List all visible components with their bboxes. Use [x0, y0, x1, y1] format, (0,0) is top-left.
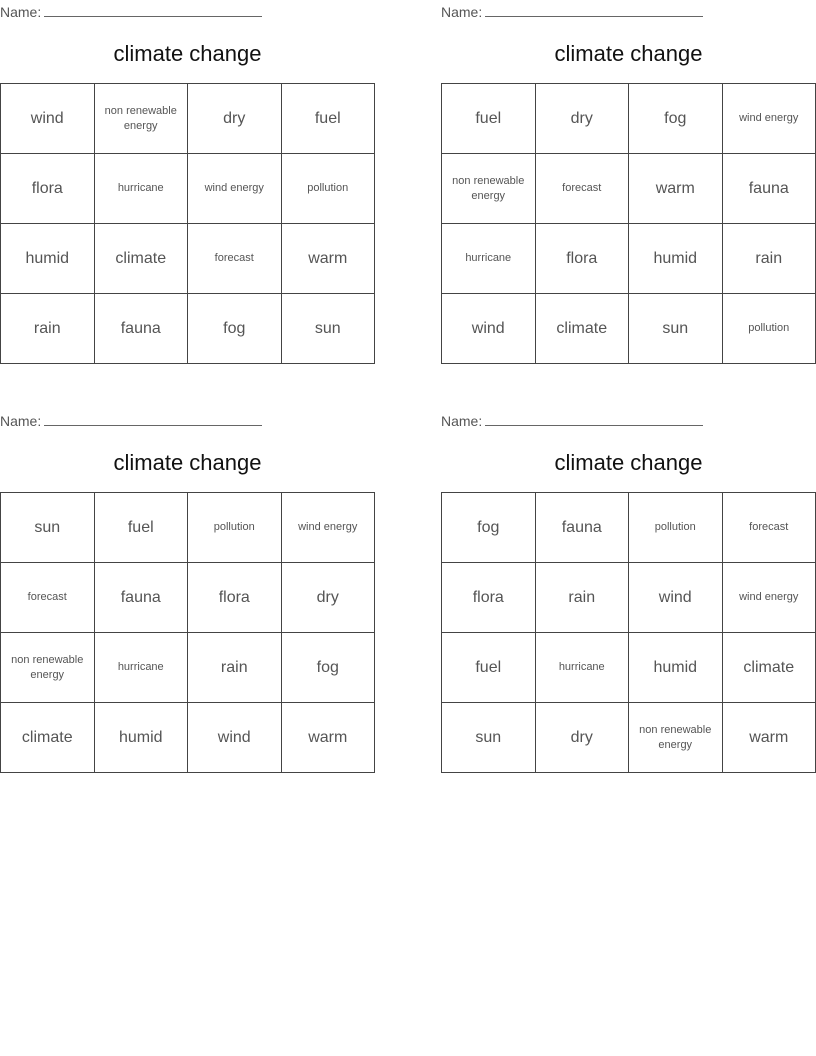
- bingo-cell: dry: [188, 84, 282, 154]
- bingo-cell: forecast: [535, 154, 629, 224]
- bingo-cell: fauna: [94, 294, 188, 364]
- bingo-cell: warm: [629, 154, 723, 224]
- bingo-cell: pollution: [281, 154, 375, 224]
- name-label: Name:: [441, 4, 483, 20]
- grid-row: [442, 493, 816, 563]
- bingo-grid: [0, 83, 375, 364]
- bingo-cell: forecast: [1, 563, 95, 633]
- name-blank: [485, 411, 703, 426]
- bingo-cell: hurricane: [535, 633, 629, 703]
- grid-row: [442, 84, 816, 154]
- bingo-cell: flora: [1, 154, 95, 224]
- bingo-cell: sun: [629, 294, 723, 364]
- bingo-cell: flora: [535, 224, 629, 294]
- bingo-grid: [441, 83, 816, 364]
- bingo-cell: pollution: [629, 493, 723, 563]
- bingo-cell: fuel: [94, 493, 188, 563]
- bingo-cell: wind energy: [188, 154, 282, 224]
- bingo-cell: dry: [535, 703, 629, 773]
- bingo-cell: fauna: [535, 493, 629, 563]
- name-label: Name:: [441, 413, 483, 429]
- bingo-cell: wind: [188, 703, 282, 773]
- bingo-cell: pollution: [722, 294, 816, 364]
- grid-row: [442, 633, 816, 703]
- bingo-cell: climate: [535, 294, 629, 364]
- bingo-cell: forecast: [188, 224, 282, 294]
- grid-row: [1, 294, 375, 364]
- grid-row: [1, 703, 375, 773]
- grid-row: [442, 703, 816, 773]
- bingo-cell: forecast: [722, 493, 816, 563]
- bingo-cell: wind: [1, 84, 95, 154]
- card-title: climate change: [113, 41, 262, 66]
- bingo-cell: humid: [629, 633, 723, 703]
- bingo-cell: fog: [442, 493, 536, 563]
- grid-row: [1, 84, 375, 154]
- name-line: [0, 2, 262, 21]
- bingo-cell: fog: [188, 294, 282, 364]
- bingo-cell: wind: [442, 294, 536, 364]
- bingo-cell: sun: [281, 294, 375, 364]
- grid-row: [1, 633, 375, 703]
- grid-row: [1, 224, 375, 294]
- name-line: [441, 411, 703, 430]
- bingo-cell: fauna: [94, 563, 188, 633]
- bingo-cell: fog: [281, 633, 375, 703]
- bingo-cell: fog: [629, 84, 723, 154]
- bingo-grid: [441, 492, 816, 773]
- bingo-cell: non renewable energy: [442, 154, 536, 224]
- grid-row: [442, 294, 816, 364]
- grid-row: [1, 154, 375, 224]
- bingo-cell: rain: [535, 563, 629, 633]
- bingo-cell: non renewable energy: [629, 703, 723, 773]
- bingo-cell: non renewable energy: [94, 84, 188, 154]
- bingo-card-3: [0, 409, 375, 746]
- bingo-cell: warm: [722, 703, 816, 773]
- bingo-cell: hurricane: [94, 633, 188, 703]
- bingo-cell: warm: [281, 224, 375, 294]
- bingo-cell: climate: [94, 224, 188, 294]
- bingo-cell: warm: [281, 703, 375, 773]
- card-title: climate change: [554, 41, 703, 66]
- bingo-cell: flora: [442, 563, 536, 633]
- bingo-cell: climate: [722, 633, 816, 703]
- name-line: [0, 411, 262, 430]
- bingo-cell: fuel: [442, 633, 536, 703]
- bingo-cell: sun: [1, 493, 95, 563]
- bingo-cell: rain: [1, 294, 95, 364]
- bingo-cell: pollution: [188, 493, 282, 563]
- name-blank: [485, 2, 703, 17]
- bingo-cell: rain: [188, 633, 282, 703]
- bingo-cell: humid: [94, 703, 188, 773]
- bingo-cell: flora: [188, 563, 282, 633]
- grid-row: [1, 563, 375, 633]
- grid-row: [1, 493, 375, 563]
- name-label: Name:: [0, 4, 42, 20]
- bingo-cell: dry: [281, 563, 375, 633]
- bingo-cell: humid: [629, 224, 723, 294]
- name-blank: [44, 2, 262, 17]
- bingo-cell: wind: [629, 563, 723, 633]
- bingo-cell: wind energy: [722, 84, 816, 154]
- bingo-cell: dry: [535, 84, 629, 154]
- bingo-cell: fauna: [722, 154, 816, 224]
- bingo-cell: hurricane: [442, 224, 536, 294]
- bingo-grid: [0, 492, 375, 773]
- card-title: climate change: [113, 450, 262, 475]
- name-line: [441, 2, 703, 21]
- bingo-card-4: [441, 409, 816, 751]
- bingo-card-2: [441, 0, 816, 337]
- bingo-cell: climate: [1, 703, 95, 773]
- bingo-card-1: [0, 0, 375, 337]
- bingo-cell: wind energy: [722, 563, 816, 633]
- bingo-cell: sun: [442, 703, 536, 773]
- name-label: Name:: [0, 413, 42, 429]
- grid-row: [442, 224, 816, 294]
- grid-row: [442, 154, 816, 224]
- name-blank: [44, 411, 262, 426]
- bingo-cell: fuel: [281, 84, 375, 154]
- bingo-cell: non renewable energy: [1, 633, 95, 703]
- bingo-cell: humid: [1, 224, 95, 294]
- bingo-cell: wind energy: [281, 493, 375, 563]
- bingo-cell: fuel: [442, 84, 536, 154]
- grid-row: [442, 563, 816, 633]
- bingo-cell: rain: [722, 224, 816, 294]
- bingo-cell: hurricane: [94, 154, 188, 224]
- card-title: climate change: [554, 450, 703, 475]
